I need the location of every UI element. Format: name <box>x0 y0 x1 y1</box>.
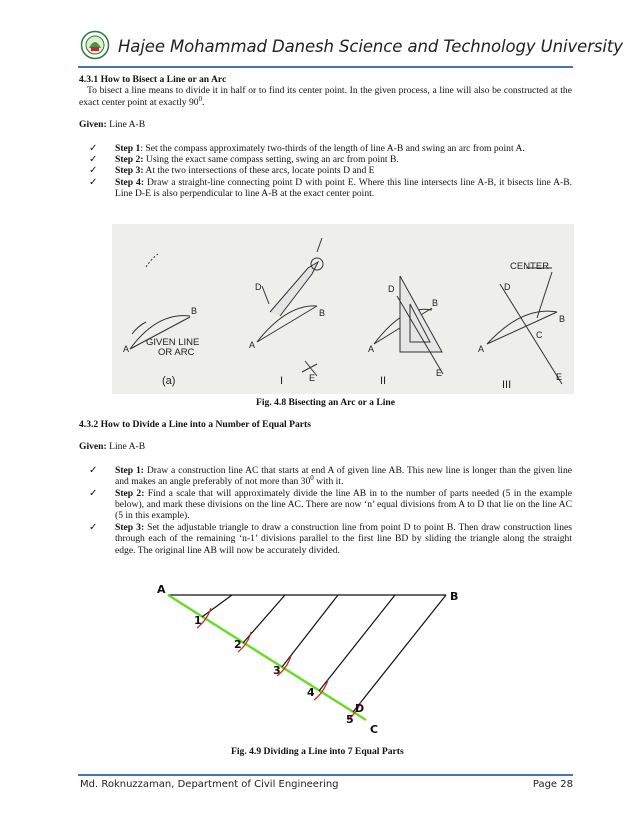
label-a: A <box>478 344 485 354</box>
label-b: B <box>450 590 459 603</box>
checkmark-icon: ✓ <box>89 487 98 499</box>
label-c: C <box>536 330 543 340</box>
label-d: D <box>355 702 365 715</box>
label-part-3: III <box>502 379 512 391</box>
label-e: E <box>436 368 443 378</box>
label-part-a: (a) <box>162 375 176 387</box>
checkmark-icon: ✓ <box>89 165 98 177</box>
checkmark-icon: ✓ <box>89 521 98 533</box>
bisect-figure <box>112 224 574 394</box>
label-center: CENTER <box>510 261 550 272</box>
label-2: 2 <box>234 638 242 651</box>
checkmark-icon: ✓ <box>89 142 98 154</box>
checkmark-icon: ✓ <box>89 176 98 188</box>
steps-list <box>79 143 572 200</box>
section-heading: 4.3.1 How to Bisect a Line or an Arc <box>79 74 227 85</box>
steps-list <box>79 465 572 556</box>
label-3: 3 <box>273 664 281 677</box>
list-item: ✓ Step 2: Using the exact same compass setting, swing an arc from point B. <box>89 154 399 166</box>
section-divide <box>79 419 572 556</box>
label-c: C <box>370 723 379 736</box>
page-number: Page 28 <box>532 779 573 790</box>
footer-author: Md. Roknuzzaman, Department of Civil Engineering <box>80 779 339 790</box>
given-line: Given: Line A-B <box>79 119 146 131</box>
list-item: ✓ Step 3: Set the adjustable triangle to draw a construction line from point D to point B. Then draw construction lines through each of the remaining ‘n-1’ divisions parallel to the first line BD by sliding the triangle along the straight edge. The original line AB will now be accurately divided. <box>89 521 572 556</box>
checkmark-icon: ✓ <box>89 154 98 166</box>
list-item: ✓ Step 2: Find a scale that will approximately divide the line AB in to the number of parts needed (5 in the example below), and mark these divisions on the line AC. There are now ‘n’ equal divisions from A to D that lie on the line AC (5 in this example). <box>89 487 573 522</box>
label-1: 1 <box>194 614 202 627</box>
university-name: Hajee Mohammad Danesh Science and Technology University <box>118 37 623 56</box>
label-b: B <box>559 314 566 324</box>
label-b: B <box>432 298 439 308</box>
list-item: ✓ Step 4: Draw a straight-line connecting point D with point E. Where this line intersects line A-B, it bisects line A-B. Line D-E is also perpendicular to line A-B at the exact center point. <box>89 176 573 200</box>
figure-caption: Fig. 4.9 Dividing a Line into 7 Equal Parts <box>231 746 404 757</box>
university-logo-icon <box>80 30 110 60</box>
label-d: D <box>255 282 262 292</box>
figure-caption: Fig. 4.8 Bisecting an Arc or a Line <box>256 397 396 408</box>
label-part-1: I <box>280 375 284 387</box>
checkmark-icon: ✓ <box>89 464 98 476</box>
page-header <box>72 28 623 66</box>
label-4: 4 <box>307 686 315 699</box>
footer-rule <box>78 774 573 776</box>
label-d: D <box>388 284 395 294</box>
list-item: ✓ Step 3: At the two intersections of these arcs, locate points D and E <box>89 165 375 177</box>
label-a: A <box>249 340 256 350</box>
given-line: Given: Line A-B <box>79 441 146 453</box>
label-given-1: GIVEN LINE <box>146 337 200 348</box>
section-heading: 4.3.2 How to Divide a Line into a Number of Equal Parts <box>79 419 311 430</box>
intro-paragraph: To bisect a line means to divide it in half or to find its center point. In the given process, a line will also be constructed at the exact center point at exactly $90^0$. <box>79 85 572 108</box>
label-b: B <box>319 308 326 318</box>
section-bisect <box>79 74 572 200</box>
list-item: ✓ Step 1: Draw a construction line AC that starts at end A of given line AB. This new line is longer than the given line and makes an angle preferably of not more than $30^0$ with it. <box>89 464 572 488</box>
header-rule <box>78 66 573 68</box>
label-a: A <box>123 344 130 354</box>
label-given-2: OR ARC <box>158 347 195 358</box>
label-e: E <box>556 372 563 382</box>
label-e: E <box>309 373 316 383</box>
label-d: D <box>504 282 511 292</box>
list-item: ✓ Step 1: Set the compass approximately two-thirds of the length of line A-B and swing an arc from point A. <box>89 142 525 154</box>
label-part-2: II <box>380 375 387 387</box>
label-a: A <box>368 344 375 354</box>
label-5: 5 <box>346 713 354 726</box>
label-a: A <box>157 583 166 596</box>
label-b: B <box>191 306 198 316</box>
divide-figure <box>145 582 490 740</box>
